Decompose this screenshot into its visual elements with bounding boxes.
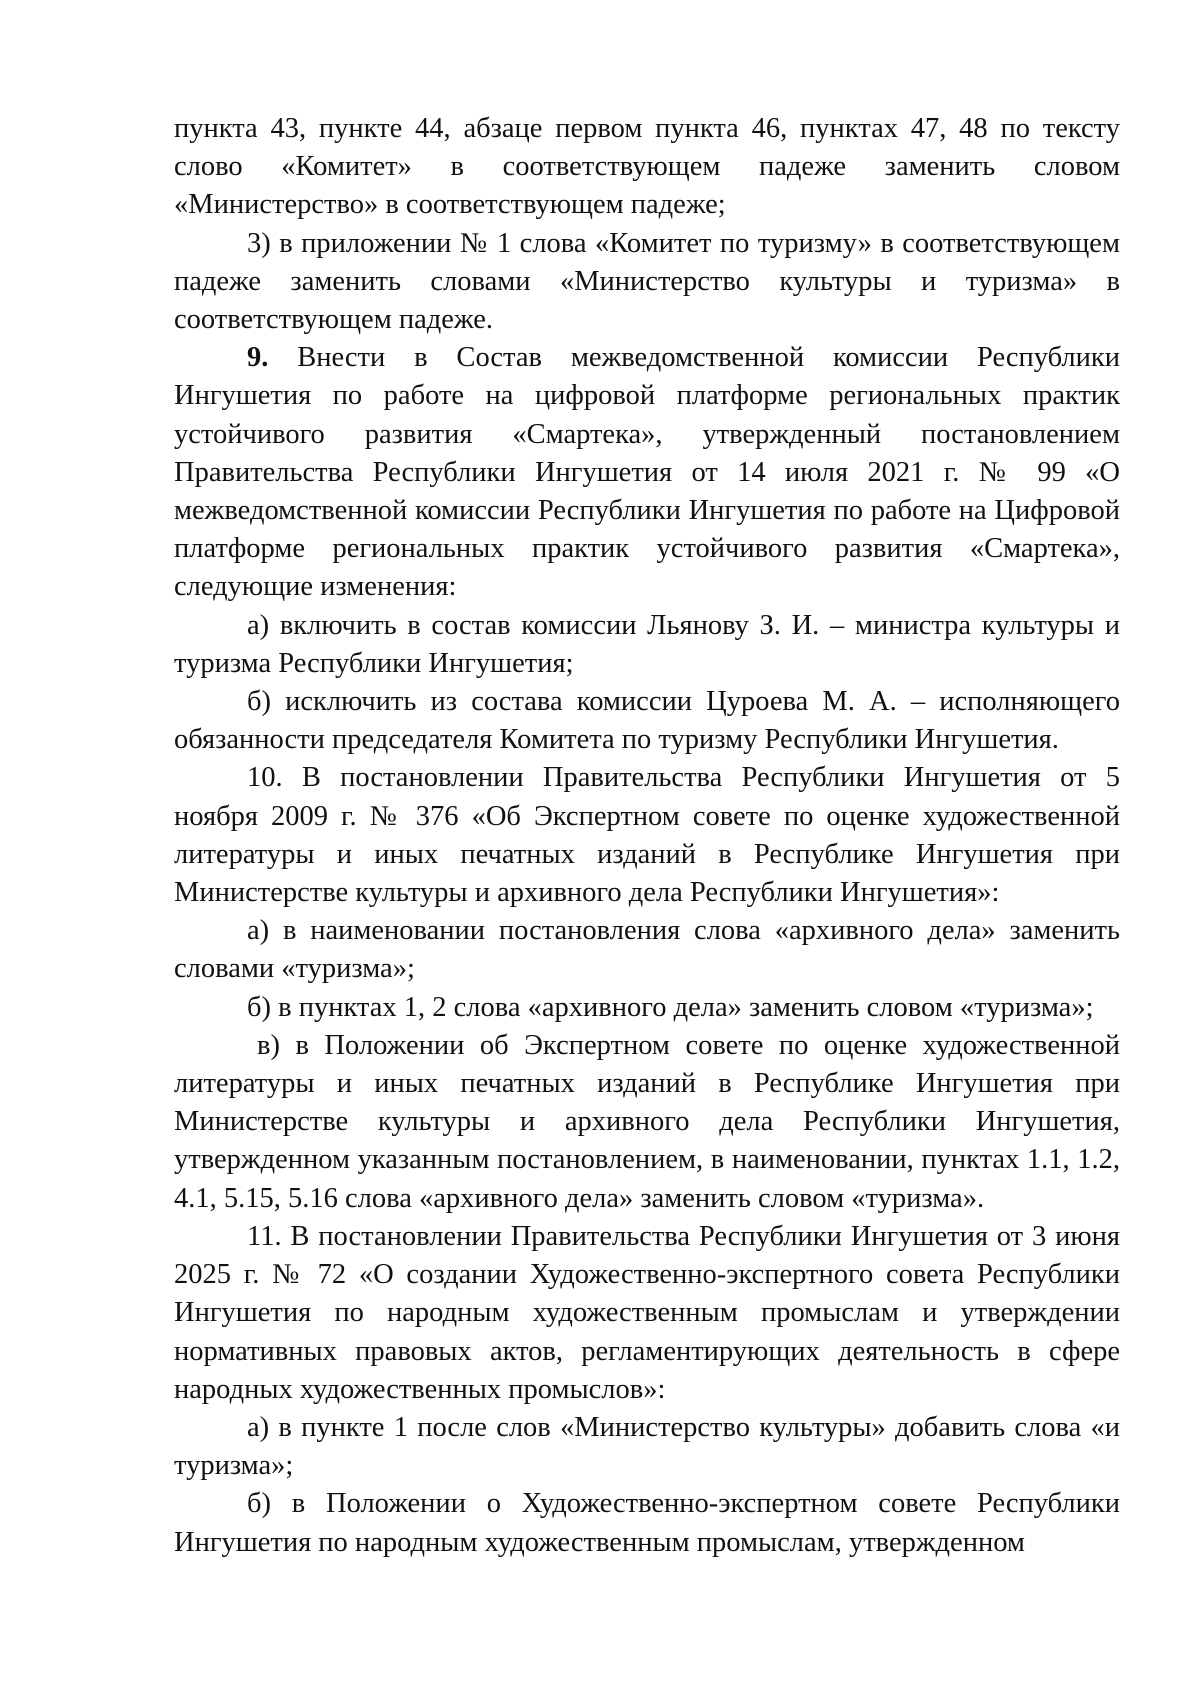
paragraph-section-9: [174, 339, 1120, 606]
paragraph-item-v: в) в Положении об Экспертном совете по оценке художественной литературы и иных печатных изданий в Республике Ингушетия при Министерстве культуры и архивного дела Республики Ингушетия, утвержденном указанным постановлением, в наименовании, пунктах 1.1, 1.2, 4.1, 5.15, 5.16 слова «архивного дела» заменить словом «туризма».: [174, 1029, 1120, 1214]
paragraph-item-a: а) в пункте 1 после слов «Министерство культуры» добавить слова «и туризма»;: [174, 1411, 1120, 1482]
document-page: [174, 110, 1120, 1562]
paragraph-item-a: а) включить в состав комиссии Льянову З. И. – министра культуры и туризма Республики Ингушетия;: [174, 609, 1120, 679]
paragraph-item-b: б) в пунктах 1, 2 слова «архивного дела» заменить словом «туризма»;: [247, 991, 1094, 1023]
paragraph-item-b: б) исключить из состава комиссии Цуроева М. А. – исполняющего обязанности председателя Комитета по туризму Республики Ингушетия.: [174, 686, 1120, 756]
paragraph-section-11: 11. В постановлении Правительства Республики Ингушетия от 3 июня 2025 г. № 72 «О создании Художественно-экспертного совета Республики Ингушетия по народным художественным промыслам и утверждении нормативных правовых актов, регламентирующих деятельность в сфере народных художественных промыслов»:: [174, 1220, 1120, 1405]
paragraph-continuation: пункта 43, пункте 44, абзаце первом пункта 46, пунктах 47, 48 по тексту слово «Комитет» в соответствующем падеже заменить словом «Министерство» в соответствующем падеже;: [174, 113, 1120, 221]
paragraph-section-10: 10. В постановлении Правительства Республики Ингушетия от 5 ноября 2009 г. № 376 «Об Экспертном совете по оценке художественной литературы и иных печатных изданий в Республике Ингушетия при Министерстве культуры и архивного дела Республики Ингушетия»:: [174, 762, 1120, 909]
paragraph-item-3: 3) в приложении № 1 слова «Комитет по туризму» в соответствующем падеже заменить словами «Министерство культуры и туризма» в соответствующем падеже.: [174, 227, 1120, 336]
section-9-text: Внести в Состав межведомственной комиссии Республики Ингушетия по работе на цифровой платформе региональных практик устойчивого развития «Смартека», утвержденный постановлением Правительства Республики Ингушетия от 14 июля 2021 г. № 99 «О межведомственной комиссии Республики Ингушетия по работе на Цифровой платформе региональных практик устойчивого развития «Смартека», следующие изменения:: [174, 342, 1120, 603]
paragraph-item-a: а) в наименовании постановления слова «архивного дела» заменить словами «туризма»;: [174, 915, 1120, 985]
section-number: 9.: [247, 342, 269, 374]
paragraph-item-b: б) в Положении о Художественно-экспертном совете Республики Ингушетия по народным художественным промыслам, утвержденном: [174, 1488, 1120, 1558]
